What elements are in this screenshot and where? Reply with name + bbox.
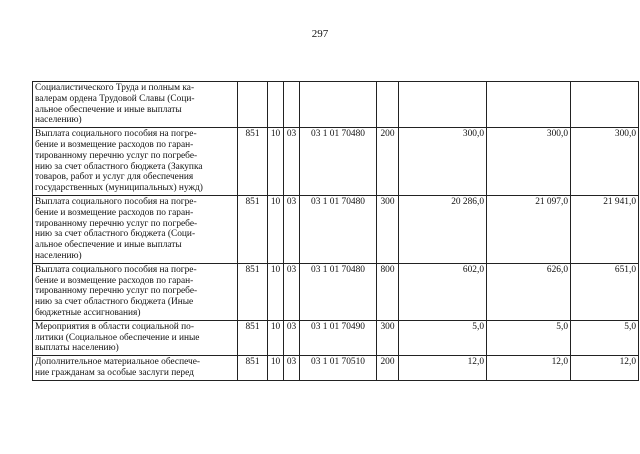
sum-year-1: 5,0 <box>399 320 487 355</box>
row-description: Социалистического Труда и полным ка- валерам ордена Трудовой Славы (Соци- альное обеспечение и иные выплаты населению) <box>33 82 238 128</box>
ministry-code: 851 <box>238 356 268 381</box>
target-article-code: 03 1 01 70490 <box>300 320 377 355</box>
expense-type-code: 800 <box>377 263 399 320</box>
sum-year-1 <box>399 82 487 128</box>
subsection-code: 03 <box>284 320 300 355</box>
table-row <box>33 128 639 196</box>
row-description: Выплата социального пособия на погре- бение и возмещение расходов по гаран- тированному перечню услуг по погребе- нию за счет областного бюджета (Иные бюджетные ассигнования) <box>33 263 238 320</box>
target-article-code: 03 1 01 70480 <box>300 263 377 320</box>
subsection-code: 03 <box>284 128 300 196</box>
ministry-code: 851 <box>238 320 268 355</box>
table-row <box>33 263 639 320</box>
target-article-code <box>300 82 377 128</box>
sum-year-3: 5,0 <box>571 320 639 355</box>
sum-year-1: 602,0 <box>399 263 487 320</box>
expense-type-code <box>377 82 399 128</box>
sum-year-2: 21 097,0 <box>487 195 571 263</box>
table-body <box>33 82 639 381</box>
sum-year-2: 626,0 <box>487 263 571 320</box>
sum-year-2: 5,0 <box>487 320 571 355</box>
subsection-code: 03 <box>284 356 300 381</box>
sum-year-2: 12,0 <box>487 356 571 381</box>
target-article-code: 03 1 01 70480 <box>300 195 377 263</box>
expense-type-code: 200 <box>377 356 399 381</box>
row-description: Выплата социального пособия на погре- бение и возмещение расходов по гаран- тированному перечню услуг по погребе- нию за счет областного бюджета (Закупка товаров, работ и услуг для обеспечения государственных (муниципальных) нужд) <box>33 128 238 196</box>
sum-year-1: 300,0 <box>399 128 487 196</box>
table-row <box>33 195 639 263</box>
expense-type-code: 200 <box>377 128 399 196</box>
expense-type-code: 300 <box>377 195 399 263</box>
sum-year-3: 651,0 <box>571 263 639 320</box>
table-row <box>33 356 639 381</box>
page-number: 297 <box>311 28 329 40</box>
sum-year-3: 12,0 <box>571 356 639 381</box>
section-code: 10 <box>268 263 284 320</box>
sum-year-1: 20 286,0 <box>399 195 487 263</box>
target-article-code: 03 1 01 70480 <box>300 128 377 196</box>
row-description: Выплата социального пособия на погре- бение и возмещение расходов по гаран- тированному перечню услуг по погребе- нию за счет областного бюджета (Соци- альное обеспечение и иные выплаты населению) <box>33 195 238 263</box>
section-code: 10 <box>268 128 284 196</box>
ministry-code: 851 <box>238 128 268 196</box>
table-row <box>33 82 639 128</box>
sum-year-3 <box>571 82 639 128</box>
sum-year-2: 300,0 <box>487 128 571 196</box>
section-code <box>268 82 284 128</box>
section-code: 10 <box>268 195 284 263</box>
target-article-code: 03 1 01 70510 <box>300 356 377 381</box>
budget-table <box>32 81 639 381</box>
subsection-code: 03 <box>284 195 300 263</box>
expense-type-code: 300 <box>377 320 399 355</box>
subsection-code: 03 <box>284 263 300 320</box>
subsection-code <box>284 82 300 128</box>
ministry-code <box>238 82 268 128</box>
row-description: Дополнительное материальное обеспече- ние гражданам за особые заслуги перед <box>33 356 238 381</box>
ministry-code: 851 <box>238 195 268 263</box>
sum-year-3: 300,0 <box>571 128 639 196</box>
sum-year-3: 21 941,0 <box>571 195 639 263</box>
sum-year-2 <box>487 82 571 128</box>
ministry-code: 851 <box>238 263 268 320</box>
sum-year-1: 12,0 <box>399 356 487 381</box>
section-code: 10 <box>268 320 284 355</box>
row-description: Мероприятия в области социальной по- литики (Социальное обеспечение и иные выплаты населению) <box>33 320 238 355</box>
section-code: 10 <box>268 356 284 381</box>
table-row <box>33 320 639 355</box>
